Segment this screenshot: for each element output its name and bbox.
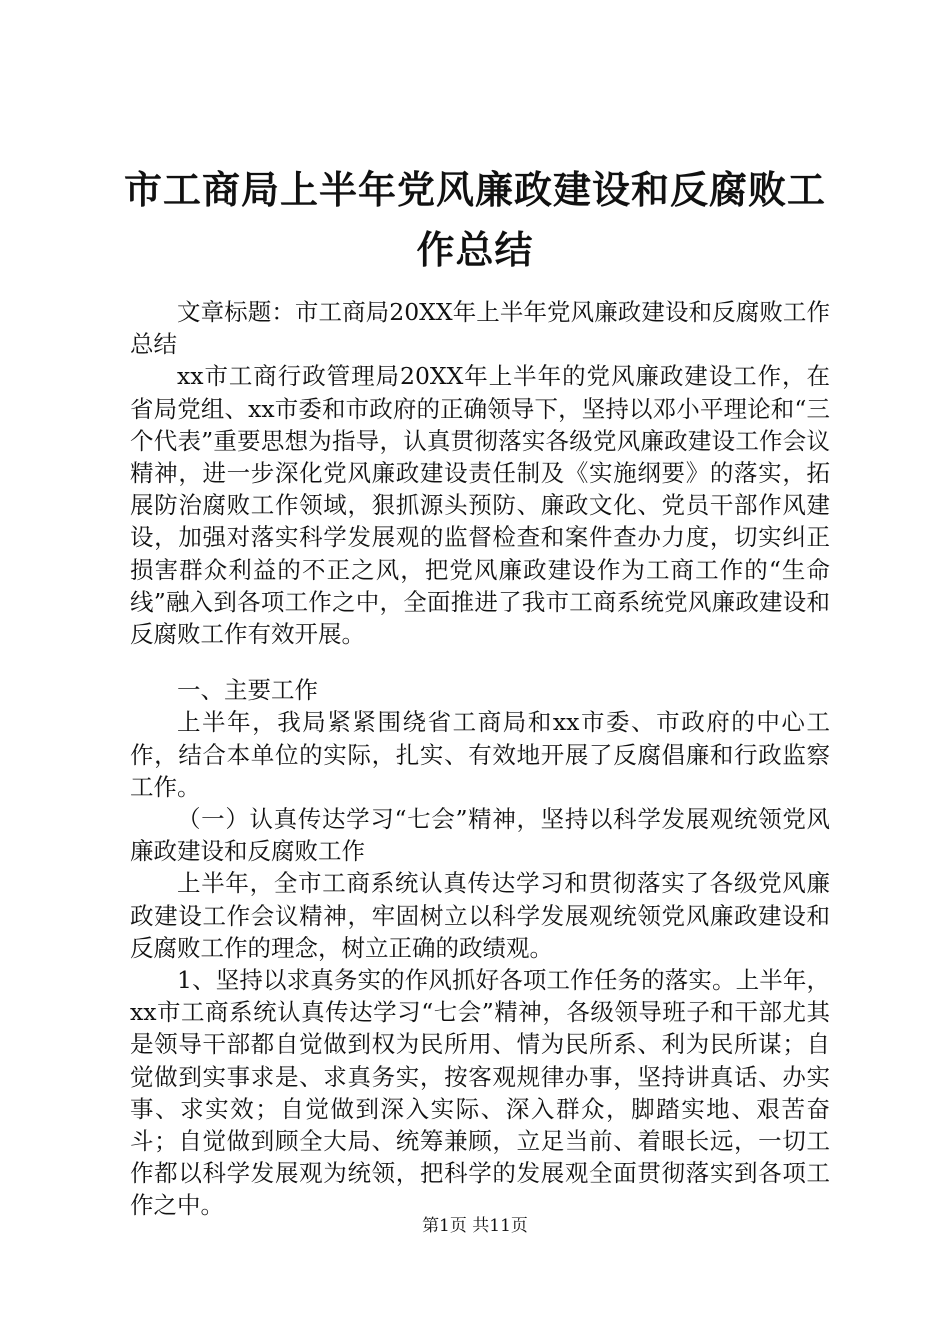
document-title: 市工商局上半年党风廉政建设和反腐败工作总结	[123, 167, 826, 272]
body-paragraph: 上半年，全市工商系统认真传达学习和贯彻落实了各级党风廉政建设工作会议精神，牢固树立以科学发展观统领党风廉政建设和反腐败工作的理念，树立正确的政绩观。	[130, 869, 830, 962]
page-number-footer: 第1页 共11页	[422, 1216, 528, 1236]
document-body	[130, 296, 830, 1222]
intro-paragraph: xx市工商行政管理局20XX年上半年的党风廉政建设工作，在省局党组、xx市委和市政府的正确领导下，坚持以邓小平理论和“三个代表”重要思想为指导，认真贯彻落实各级党风廉政建设工作会议精神，进一步深化党风廉政建设责任制及《实施纲要》的落实，拓展防治腐败工作领域，狠抓源头预防、廉政文化、党员干部作风建设，加强对落实科学发展观的监督检查和案件查办力度，切实纠正损害群众利益的不正之风，把党风廉政建设作为工商工作的“生命线”融入到各项工作之中，全面推进了我市工商系统党风廉政建设和反腐败工作有效开展。	[130, 362, 830, 649]
body-paragraph: 上半年，我局紧紧围绕省工商局和xx市委、市政府的中心工作，结合本单位的实际，扎实、有效地开展了反腐倡廉和行政监察工作。	[130, 708, 830, 801]
body-paragraph: 1、坚持以求真务实的作风抓好各项工作任务的落实。上半年，xx市工商系统认真传达学习“七会”精神，各级领导班子和干部尤其是领导干部都自觉做到权为民所用、情为民所系、利为民所谋；自觉做到实事求是、求真务实，按客观规律办事，坚持讲真话、办实事、求实效；自觉做到深入实际、深入群众，脚踏实地、艰苦奋斗；自觉做到顾全大局、统筹兼顾，立足当前、着眼长远，一切工作都以科学发展观为统领，把科学的发展观全面贯彻落实到各项工作之中。	[130, 966, 830, 1220]
section-heading-main-work: 一、主要工作	[177, 676, 318, 705]
subsection-heading: （一）认真传达学习“七会”精神，坚持以科学发展观统领党风廉政建设和反腐败工作	[130, 805, 830, 866]
article-heading-paragraph: 文章标题：市工商局20XX年上半年党风廉政建设和反腐败工作总结	[130, 298, 830, 359]
